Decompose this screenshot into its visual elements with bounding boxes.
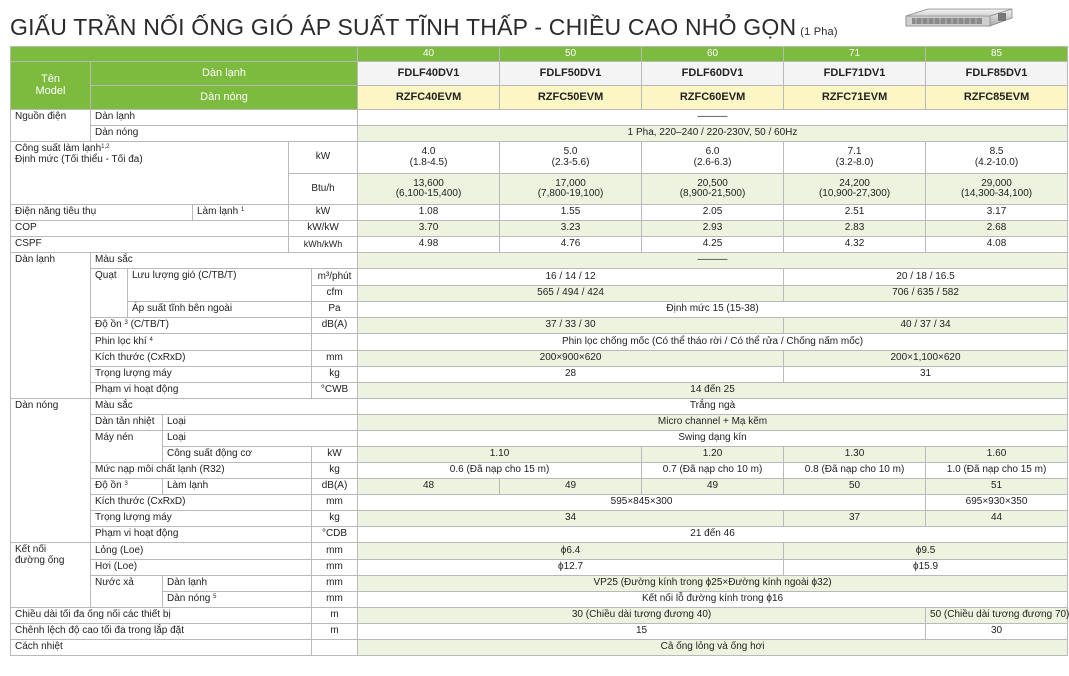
consumption-value: 1.55 xyxy=(500,205,642,221)
capacity-kw: 6.0 xyxy=(705,146,720,157)
capacity-kw: 8.5 xyxy=(989,146,1004,157)
outdoor-weight-value: 34 xyxy=(358,511,784,527)
piping-label: Kết nối đường ống xyxy=(11,543,91,608)
indoor-section-label: Dàn lạnh xyxy=(11,253,91,399)
cop-value: 2.93 xyxy=(642,221,784,237)
indoor-dim-value: 200×1,100×620 xyxy=(784,351,1068,367)
page-title xyxy=(10,14,890,44)
outdoor-dim-value: 595×845×300 xyxy=(358,495,926,511)
outdoor-noise-label: Độ ồn xyxy=(95,480,122,492)
capacity-btu: 20,500 xyxy=(697,177,728,189)
airflow-cfm-unit: cfm xyxy=(312,286,358,302)
drain-label: Nước xả xyxy=(91,576,163,608)
hex-type-label: Loại xyxy=(163,415,358,431)
refrigerant-value: 1.0 (Đã nạp cho 15 m) xyxy=(926,463,1068,479)
indoor-model: FDLF85DV1 xyxy=(926,62,1068,86)
airflow-label: Lưu lượng gió (C/TB/T) xyxy=(128,269,312,302)
hex-label: Dàn tản nhiệt xyxy=(91,415,163,431)
power-outdoor-value: 1 Pha, 220–240 / 220-230V, 50 / 60Hz xyxy=(358,126,1068,142)
indoor-weight-label: Trọng lượng máy xyxy=(91,367,312,383)
indoor-color-value: ——— xyxy=(358,253,1068,269)
max-length-unit: m xyxy=(312,608,358,624)
capacity-kw-range: (2.3-5.6) xyxy=(551,156,590,168)
outdoor-model-label: Dàn nóng xyxy=(91,86,358,110)
capacity-btu-range: (14,300-34,100) xyxy=(960,188,1033,199)
motor-value: 1.60 xyxy=(926,447,1068,463)
capacity-kw-cell xyxy=(642,142,784,174)
indoor-weight-unit: kg xyxy=(312,367,358,383)
max-length-value: 30 (Chiều dài tương đương 40) xyxy=(358,608,926,624)
gas-label: Hơi (Loe) xyxy=(91,560,312,576)
capacity-header: 40 xyxy=(358,47,500,62)
insulation-label: Cách nhiệt xyxy=(11,640,312,656)
outdoor-range-label: Phạm vi hoạt động xyxy=(91,527,312,543)
capacity-kw: 4.0 xyxy=(421,146,436,157)
outdoor-noise-value: 49 xyxy=(642,479,784,495)
indoor-model: FDLF60DV1 xyxy=(642,62,784,86)
outdoor-model: RZFC40EVM xyxy=(358,86,500,110)
power-label: Nguồn điện xyxy=(11,110,91,142)
outdoor-dim-unit: mm xyxy=(312,495,358,511)
motor-unit: kW xyxy=(312,447,358,463)
capacity-label-line2: Định mức (Tối thiểu - Tối đa) xyxy=(15,153,143,165)
page-title-text: GIẤU TRẦN NỐI ỐNG GIÓ ÁP SUẤT TĨNH THẤP - CHIỀU CAO NHỎ GỌN xyxy=(10,14,797,40)
consumption-sup: 1 xyxy=(240,207,245,214)
consumption-value: 1.08 xyxy=(358,205,500,221)
outdoor-weight-label: Trọng lượng máy xyxy=(91,511,312,527)
indoor-dim-label: Kích thước (CxRxD) xyxy=(91,351,312,367)
capacity-kw-range: (3.2-8.0) xyxy=(835,156,874,168)
gas-value: ϕ15.9 xyxy=(784,560,1068,576)
model-label: Tên Model xyxy=(11,62,91,110)
outdoor-weight-value: 44 xyxy=(926,511,1068,527)
liquid-label: Lỏng (Loe) xyxy=(91,543,312,560)
outdoor-noise-sup: 3 xyxy=(124,481,128,488)
capacity-kw-cell xyxy=(926,142,1068,174)
airflow-cfm-value: 565 / 494 / 424 xyxy=(358,286,784,302)
capacity-btu: 17,000 xyxy=(555,177,586,189)
outdoor-range-unit: °CDB xyxy=(312,527,358,543)
drain-outdoor-sup: 5 xyxy=(213,594,217,601)
filter-sup: 4 xyxy=(149,336,153,343)
outdoor-noise-value: 51 xyxy=(926,479,1068,495)
max-length-label: Chiều dài tối đa ống nối các thiết bị xyxy=(11,608,312,624)
outdoor-dim-value: 695×930×350 xyxy=(926,495,1068,511)
drain-outdoor-label: Dàn nóng xyxy=(167,593,211,605)
esp-unit: Pa xyxy=(312,302,358,318)
indoor-dim-unit: mm xyxy=(312,351,358,367)
refrigerant-value: 0.8 (Đã nạp cho 10 m) xyxy=(784,463,926,479)
capacity-header: 50 xyxy=(500,47,642,62)
gas-value: ϕ12.7 xyxy=(358,560,784,576)
cop-value: 2.68 xyxy=(926,221,1068,237)
outdoor-range-value: 21 đến 46 xyxy=(358,527,1068,543)
outdoor-color-value: Trắng ngà xyxy=(358,399,1068,415)
outdoor-model: RZFC85EVM xyxy=(926,86,1068,110)
cspf-value: 4.08 xyxy=(926,237,1068,253)
airflow-m3-unit: m³/phút xyxy=(312,269,358,286)
capacity-header: 71 xyxy=(784,47,926,62)
indoor-noise-sup: 3 xyxy=(124,320,128,327)
indoor-noise-unit: dB(A) xyxy=(312,318,358,334)
drain-indoor-unit: mm xyxy=(312,576,358,592)
capacity-kw-cell xyxy=(500,142,642,174)
gas-unit: mm xyxy=(312,560,358,576)
liquid-unit: mm xyxy=(312,543,358,560)
capacity-btu-cell xyxy=(784,174,926,205)
cspf-value: 4.76 xyxy=(500,237,642,253)
capacity-label xyxy=(11,142,289,205)
cspf-value: 4.25 xyxy=(642,237,784,253)
motor-value: 1.10 xyxy=(358,447,642,463)
cop-label: COP xyxy=(11,221,289,237)
cop-unit: kW/kW xyxy=(289,221,358,237)
airflow-m3-value: 16 / 14 / 12 xyxy=(358,269,784,286)
indoor-weight-value: 28 xyxy=(358,367,784,383)
capacity-kw-cell xyxy=(358,142,500,174)
airflow-m3-value: 20 / 18 / 16.5 xyxy=(784,269,1068,286)
outdoor-color-label: Màu sắc xyxy=(91,399,358,415)
indoor-noise-label-cell xyxy=(91,318,312,334)
capacity-btu-range: (8,900-21,500) xyxy=(679,188,746,199)
outdoor-dim-label: Kích thước (CxRxD) xyxy=(91,495,312,511)
filter-value: Phin lọc chống mốc (Có thể tháo rời / Có thể rửa / Chống nấm mốc) xyxy=(358,334,1068,351)
outdoor-weight-value: 37 xyxy=(784,511,926,527)
cspf-value: 4.32 xyxy=(784,237,926,253)
insulation-value: Cả ống lỏng và ống hơi xyxy=(358,640,1068,656)
cspf-value: 4.98 xyxy=(358,237,500,253)
capacity-kw-range: (1.8-4.5) xyxy=(409,156,448,168)
compressor-value: Swing dạng kín xyxy=(358,431,1068,447)
drain-outdoor-unit: mm xyxy=(312,592,358,608)
power-indoor-value: ——— xyxy=(358,110,1068,126)
capacity-kw-range: (2.6-6.3) xyxy=(693,156,732,168)
esp-value: Định mức 15 (15-38) xyxy=(358,302,1068,318)
capacity-btu-cell xyxy=(926,174,1068,205)
refrigerant-value: 0.7 (Đã nạp cho 10 m) xyxy=(642,463,784,479)
capacity-btu: 29,000 xyxy=(981,177,1012,189)
capacity-btu-unit: Btu/h xyxy=(289,174,358,205)
max-height-value: 30 xyxy=(926,624,1068,640)
airflow-cfm-value: 706 / 635 / 582 xyxy=(784,286,1068,302)
consumption-value: 3.17 xyxy=(926,205,1068,221)
refrigerant-unit: kg xyxy=(312,463,358,479)
capacity-kw-range: (4.2-10.0) xyxy=(974,156,1019,168)
liquid-value: ϕ6.4 xyxy=(358,543,784,560)
cop-value: 3.70 xyxy=(358,221,500,237)
capacity-btu-range: (6,100-15,400) xyxy=(395,188,462,199)
outdoor-noise-unit: dB(A) xyxy=(312,479,358,495)
indoor-dim-value: 200×900×620 xyxy=(358,351,784,367)
outdoor-weight-unit: kg xyxy=(312,511,358,527)
compressor-type-label: Loại xyxy=(163,431,358,447)
header-corner xyxy=(11,47,358,62)
compressor-label: Máy nén xyxy=(91,431,163,463)
outdoor-noise-mode: Làm lạnh xyxy=(163,479,312,495)
indoor-noise-value: 40 / 37 / 34 xyxy=(784,318,1068,334)
max-height-label: Chênh lệch độ cao tối đa trong lắp đặt xyxy=(11,624,312,640)
max-length-value: 50 (Chiều dài tương đương 70) xyxy=(926,608,1068,624)
capacity-header: 85 xyxy=(926,47,1068,62)
filter-label-cell xyxy=(91,334,312,351)
outdoor-section-label: Dàn nóng xyxy=(11,399,91,543)
drain-outdoor-label-cell xyxy=(163,592,312,608)
capacity-kw: 5.0 xyxy=(563,146,578,157)
indoor-model: FDLF71DV1 xyxy=(784,62,926,86)
indoor-weight-value: 31 xyxy=(784,367,1068,383)
cop-value: 2.83 xyxy=(784,221,926,237)
capacity-label-sup: 1,2 xyxy=(101,144,110,150)
capacity-btu-cell xyxy=(500,174,642,205)
consumption-label: Điện năng tiêu thụ xyxy=(11,205,193,221)
liquid-value: ϕ9.5 xyxy=(784,543,1068,560)
motor-label: Công suất động cơ xyxy=(163,447,312,463)
indoor-color-label: Màu sắc xyxy=(91,253,358,269)
capacity-header: 60 xyxy=(642,47,784,62)
indoor-range-label: Phạm vi hoạt động xyxy=(91,383,312,399)
outdoor-noise-label-cell xyxy=(91,479,163,495)
outdoor-model: RZFC71EVM xyxy=(784,86,926,110)
capacity-btu-range: (10,900-27,300) xyxy=(818,188,891,199)
drain-indoor-label: Dàn lạnh xyxy=(163,576,312,592)
drain-indoor-value: VP25 (Đường kính trong ϕ25×Đường kính ngoài ϕ32) xyxy=(358,576,1068,592)
ducted-unit-icon xyxy=(898,6,1018,34)
capacity-btu-range: (7,800-19,100) xyxy=(537,188,604,199)
indoor-range-value: 14 đến 25 xyxy=(358,383,1068,399)
insulation-unit xyxy=(312,640,358,656)
page-title-note: (1 Pha) xyxy=(800,26,838,38)
indoor-model: FDLF40DV1 xyxy=(358,62,500,86)
max-height-unit: m xyxy=(312,624,358,640)
motor-value: 1.30 xyxy=(784,447,926,463)
drain-outdoor-value: Kết nối lỗ đường kính trong ϕ16 xyxy=(358,592,1068,608)
motor-value: 1.20 xyxy=(642,447,784,463)
outdoor-noise-value: 50 xyxy=(784,479,926,495)
indoor-range-unit: °CWB xyxy=(312,383,358,399)
refrigerant-value: 0.6 (Đã nạp cho 15 m) xyxy=(358,463,642,479)
outdoor-model: RZFC50EVM xyxy=(500,86,642,110)
consumption-mode-cell xyxy=(193,205,289,221)
capacity-kw: 7.1 xyxy=(847,146,862,157)
fan-label: Quạt xyxy=(91,269,128,318)
capacity-btu: 13,600 xyxy=(413,177,444,189)
outdoor-model: RZFC60EVM xyxy=(642,86,784,110)
cspf-label: CSPF xyxy=(11,237,289,253)
capacity-kw-unit: kW xyxy=(289,142,358,174)
indoor-noise-value: 37 / 33 / 30 xyxy=(358,318,784,334)
spec-table xyxy=(10,46,1068,656)
outdoor-noise-value: 49 xyxy=(500,479,642,495)
consumption-unit: kW xyxy=(289,205,358,221)
consumption-value: 2.05 xyxy=(642,205,784,221)
refrigerant-label: Mức nạp môi chất lạnh (R32) xyxy=(91,463,312,479)
indoor-noise-label: Độ ồn xyxy=(95,319,122,331)
cop-value: 3.23 xyxy=(500,221,642,237)
indoor-model-label: Dàn lạnh xyxy=(91,62,358,86)
filter-label: Phin lọc khí xyxy=(95,335,147,347)
consumption-mode: Làm lạnh xyxy=(197,206,239,218)
capacity-btu-cell xyxy=(358,174,500,205)
capacity-kw-cell xyxy=(784,142,926,174)
power-outdoor-label: Dàn nóng xyxy=(91,126,358,142)
capacity-btu: 24,200 xyxy=(839,177,870,189)
indoor-model: FDLF50DV1 xyxy=(500,62,642,86)
capacity-btu-cell xyxy=(642,174,784,205)
outdoor-noise-value: 48 xyxy=(358,479,500,495)
esp-label: Áp suất tĩnh bên ngoài xyxy=(128,302,312,318)
hex-value: Micro channel + Mạ kẽm xyxy=(358,415,1068,431)
cspf-unit: kWh/kWh xyxy=(289,237,358,253)
capacity-label-line1: Công suất làm lạnh xyxy=(15,143,102,154)
max-height-value: 15 xyxy=(358,624,926,640)
consumption-value: 2.51 xyxy=(784,205,926,221)
power-indoor-label: Dàn lạnh xyxy=(91,110,358,126)
filter-unit xyxy=(312,334,358,351)
indoor-noise-mode: (C/TB/T) xyxy=(130,319,169,331)
